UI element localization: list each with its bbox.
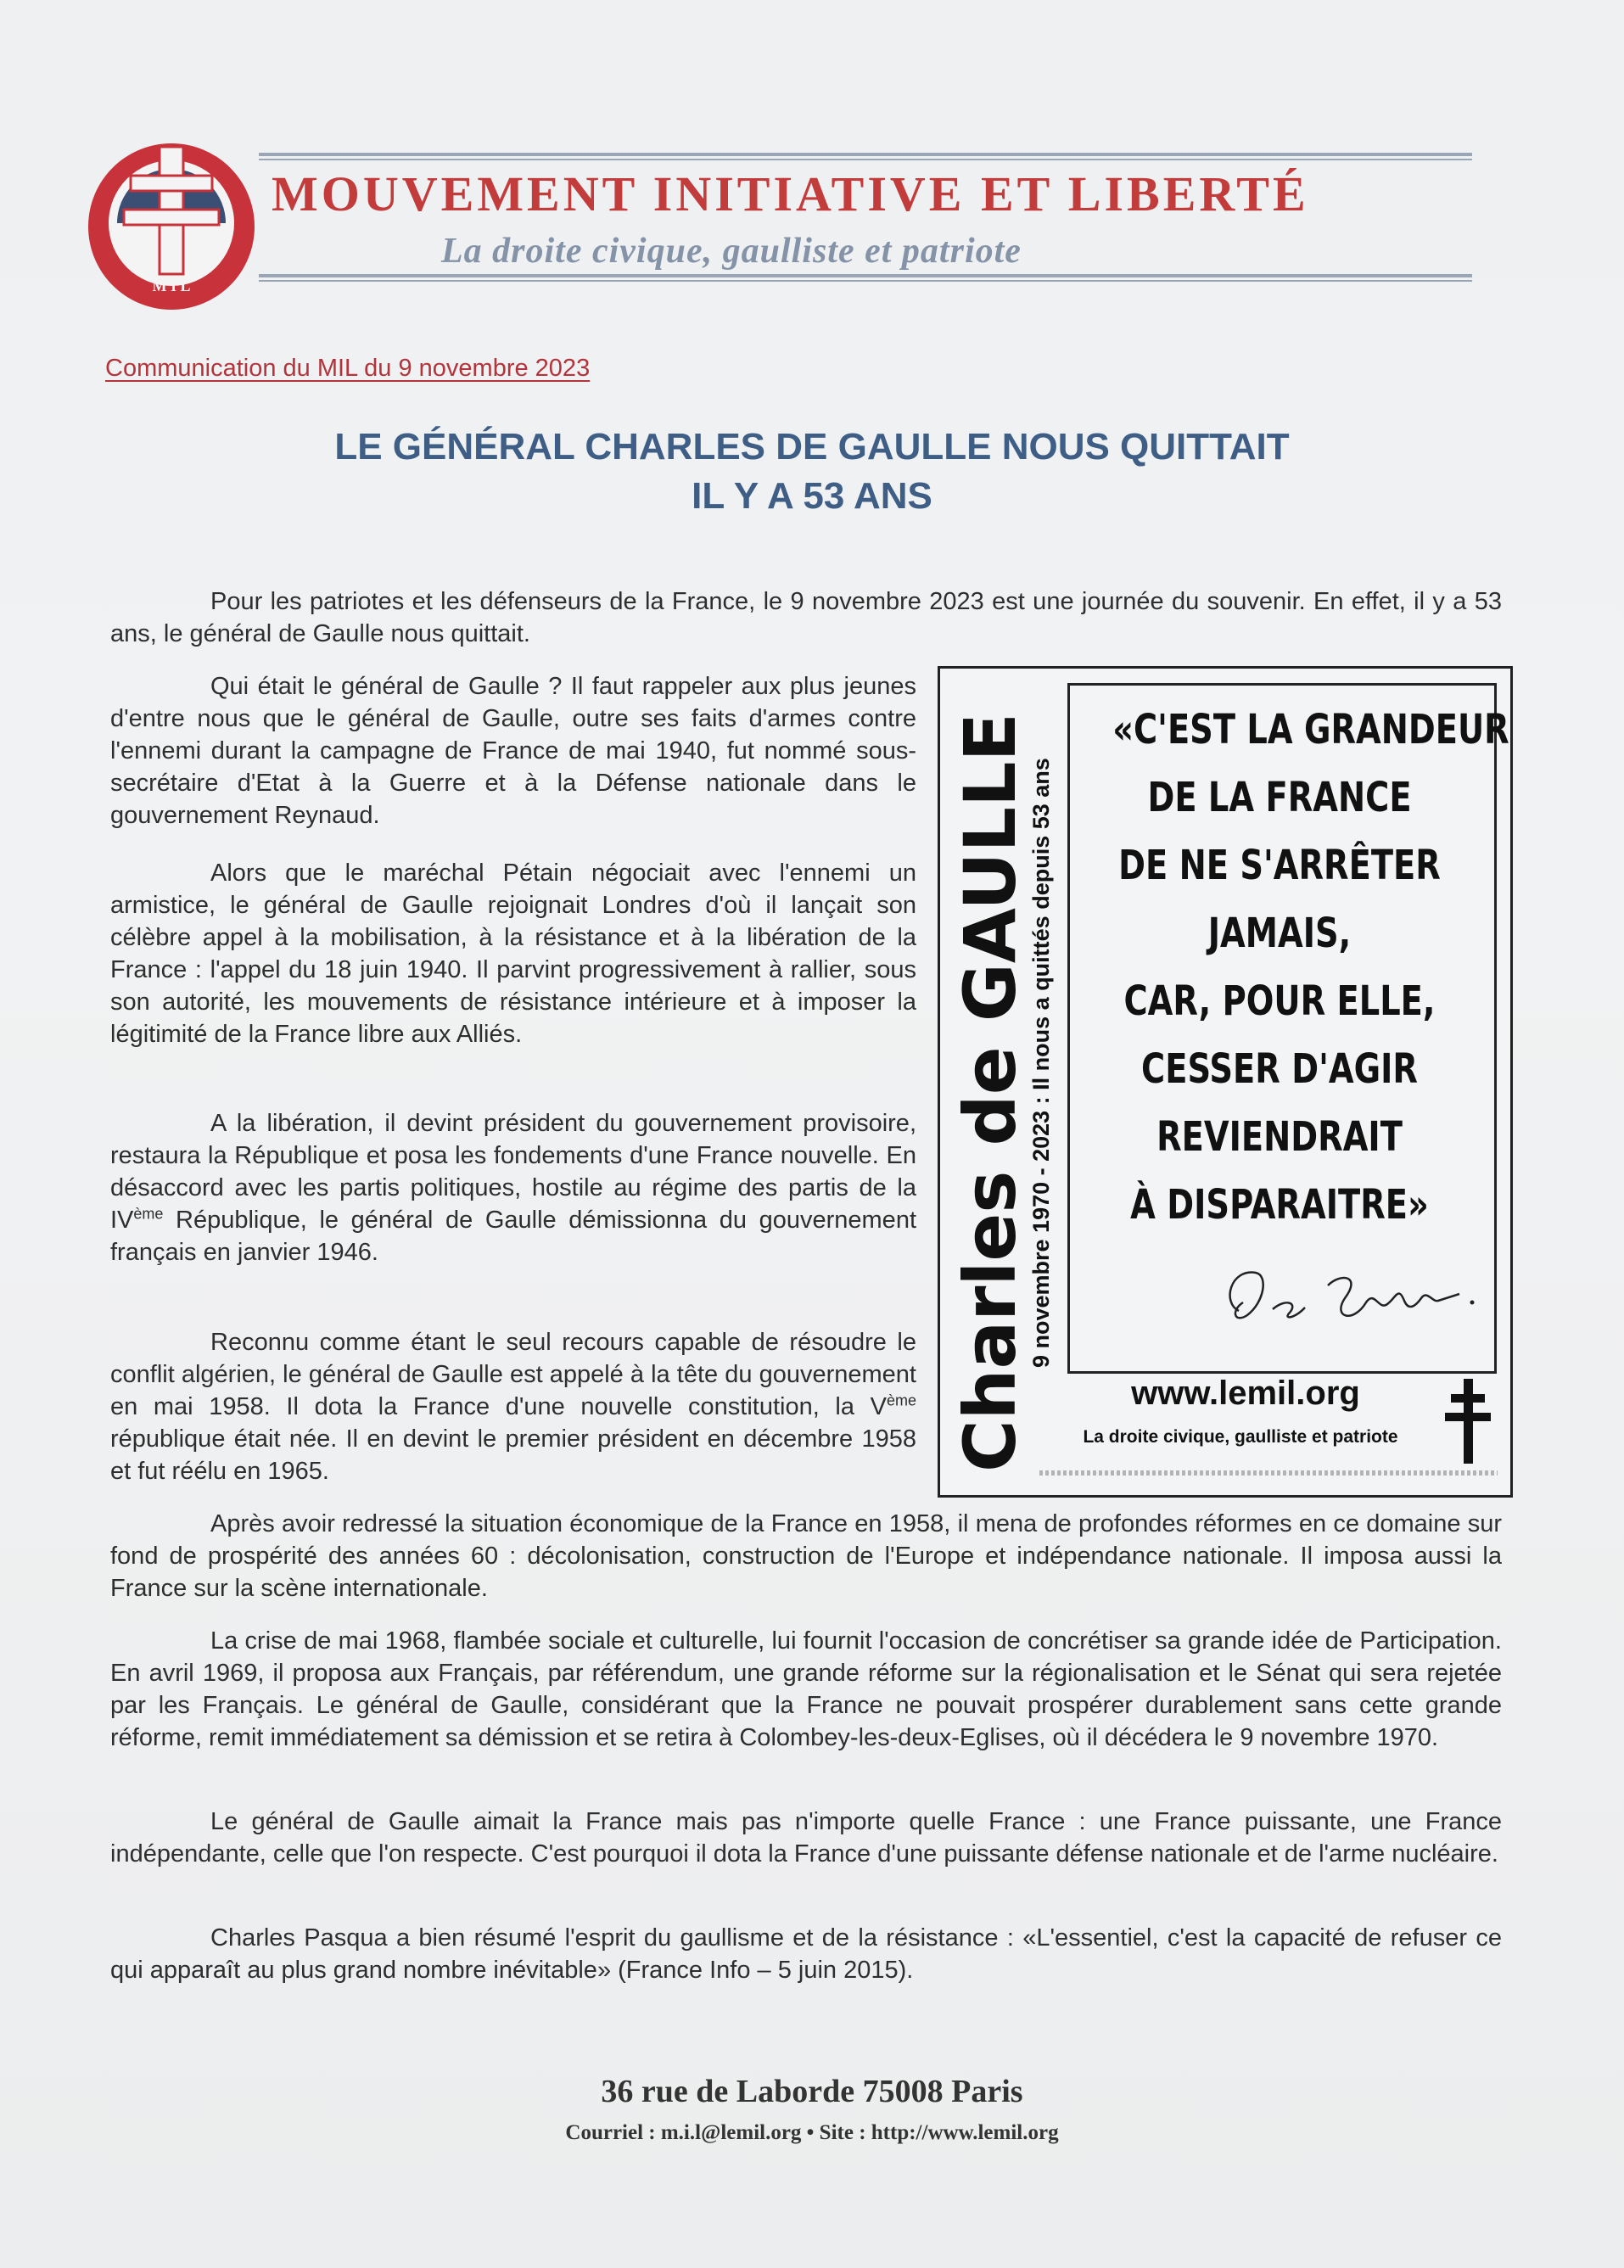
quote-line: REVIENDRAIT [1156,1113,1403,1161]
quote-line: CAR, POUR ELLE, [1123,977,1436,1025]
handwritten-signature [1205,1252,1485,1345]
paragraph-5-text-a: Reconnu comme étant le seul recours capable de résoudre le conflit algérien, le général de Gaulle est appelé à la tête du gouvernement en mai 1958. Il dota la France d'une nouvelle constitution, la V [110,1329,916,1420]
page-title [0,423,1624,521]
footer-contact: Courriel : m.i.l@lemil.org • Site : http://www.lemil.org [565,2121,1059,2144]
paragraph-9: Charles Pasqua a bien résumé l'esprit du gaullisme et de la résistance : «L'essentiel, c'est la capacité de refuser ce qui apparaît au plus grand nombre inévitable» (France Info – 5 juin 2015). [110,1924,1502,1984]
quote-line: CESSER D'AGIR [1141,1045,1418,1093]
paragraph-4-sup: ème [133,1205,164,1223]
mil-logo [85,140,259,314]
organization-tagline: La droite civique, gaulliste et patriote [441,232,1022,271]
panel-quote [1112,696,1509,1239]
cross-of-lorraine-icon [1442,1379,1493,1464]
quote-line: À DISPARAITRE» [1130,1181,1429,1229]
paragraph-6: Après avoir redressé la situation économique de la France en 1958, il mena de profondes réformes en ce domaine sur fond de prospérité des années 60 : décolonisation, construction de l'Europe et indépendance nationale. Il imposa aussi la France sur la scène internationale. [110,1510,1502,1602]
paragraph-3: Alors que le maréchal Pétain négociait avec l'ennemi un armistice, le général de Gaulle rejoignait Londres d'où il lançait son célèbre appel à la mobilisation, à la résistance et à la libération de la France : l'appel du 18 juin 1940. Il parvint progressivement à rallier, sous son autorité, les mouvements de résistance intérieure et à imposer la légitimité de la France libre aux Alliés. [110,860,916,1048]
panel-website: www.lemil.org [1131,1375,1360,1412]
panel-vertical-subtitle: 9 novembre 1970 - 2023 : Il nous a quittés depuis 53 ans [1028,758,1054,1368]
panel-tagline: La droite civique, gaulliste et patriote [1083,1427,1398,1447]
quote-line: DE LA FRANCE [1147,774,1412,821]
header-rule-top [259,153,1472,156]
paragraph-4-text-b: République, le général de Gaulle démissionna du gouvernement français en janvier 1946. [110,1207,916,1266]
communication-date: Communication du MIL du 9 novembre 2023 [105,355,591,382]
panel-vertical-name: Charles de GAULLE [949,713,1032,1472]
quote-line: DE NE S'ARRÊTER [1118,842,1441,889]
quote-line: «C'EST LA GRANDEUR [1112,706,1509,753]
paragraph-4-text-a: A la libération, il devint président du gouvernement provisoire, restaura la République et posa les fondements d'une France nouvelle. En désaccord avec les partis politiques, hostile au régime des partis de la IV [110,1110,916,1234]
footer-address: 36 rue de Laborde 75008 Paris [601,2074,1023,2109]
title-line-2: IL Y A 53 ANS [692,475,932,517]
paragraph-4 [110,1107,916,1268]
paragraph-8: Le général de Gaulle aimait la France mais pas n'importe quelle France : une France puissante, une France indépendante, celle que l'on respecte. C'est pourquoi il dota la France d'une puissante défense nationale et de l'arme nucléaire. [110,1808,1502,1868]
header-rule-top-thin [259,159,1472,160]
paragraph-2: Qui était le général de Gaulle ? Il faut rappeler aux plus jeunes d'entre nous que le général de Gaulle, outre ses faits d'armes contre l'ennemi durant la campagne de France de mai 1940, fut nommé sous-secrétaire d'Etat à la Guerre et à la Défense nationale dans le gouvernement Reynaud. [110,673,916,829]
paragraph-5-sup: ème [886,1392,916,1409]
paragraph-5 [110,1326,916,1487]
paragraph-5-text-b: république était née. Il en devint le premier président en décembre 1958 et fut réélu en 1965. [110,1425,916,1485]
logo-letters: M I L [152,277,191,294]
panel-fine-print [1039,1470,1498,1476]
organization-name: MOUVEMENT INITIATIVE ET LIBERTÉ [272,166,1309,221]
header-rule-bottom-thin [259,280,1472,282]
paragraph-7: La crise de mai 1968, flambée sociale et culturelle, lui fournit l'occasion de concrétiser sa grande idée de Participation. En avril 1969, il proposa aux Français, par référendum, une grande réforme sur la régionalisation et le Sénat qui sera rejetée par les Français. Le général de Gaulle, considérant que la France ne pouvait prospérer durablement sans cette grande réforme, remit immédiatement sa démission et se retira à Colombey-les-deux-Eglises, où il décédera le 9 novembre 1970. [110,1627,1502,1751]
quote-line: JAMAIS, [1207,910,1352,957]
header-rule-bottom [259,274,1472,277]
title-line-1: LE GÉNÉRAL CHARLES DE GAULLE NOUS QUITTAIT [334,426,1290,468]
paragraph-1: Pour les patriotes et les défenseurs de la France, le 9 novembre 2023 est une journée du souvenir. En effet, il y a 53 ans, le général de Gaulle nous quittait. [110,588,1502,647]
